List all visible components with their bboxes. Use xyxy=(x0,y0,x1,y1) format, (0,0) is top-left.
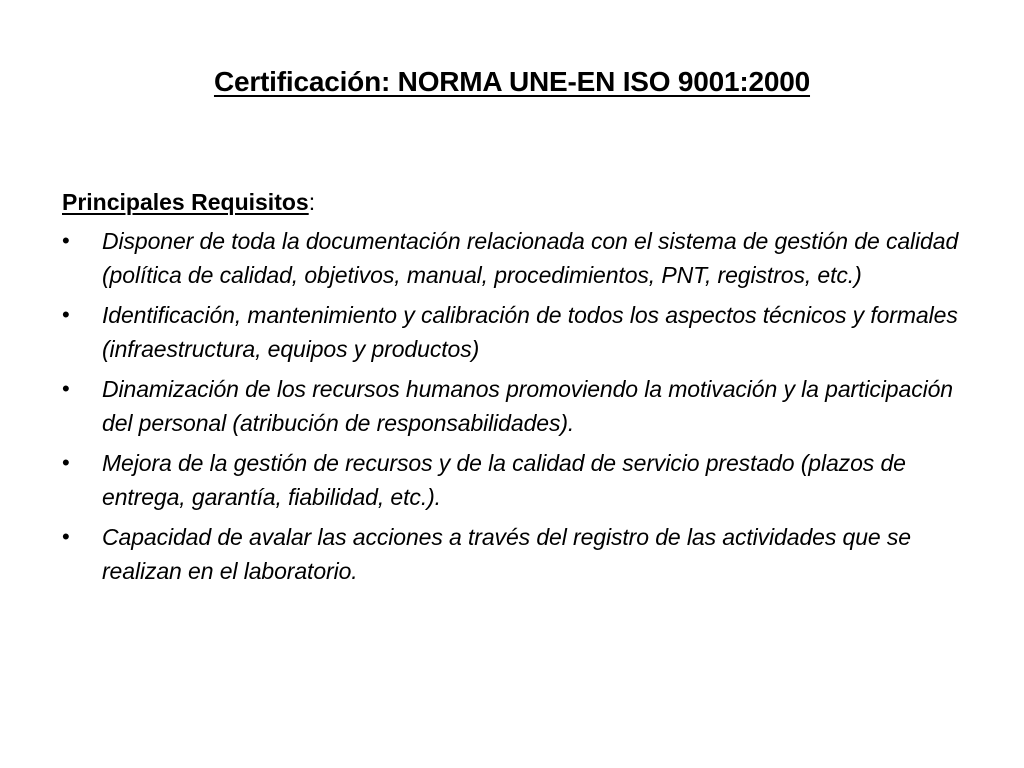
list-item xyxy=(62,520,962,588)
bullet-icon: • xyxy=(62,302,70,327)
section-heading xyxy=(62,186,315,218)
bullet-icon: • xyxy=(62,524,70,549)
bullet-icon: • xyxy=(62,228,70,253)
list-item xyxy=(62,372,962,440)
list-item-text: Disponer de toda la documentación relacionada con el sistema de gestión de calidad (política de calidad, objetivos, manual, procedimientos, PNT, registros, etc.) xyxy=(102,228,959,288)
list-item xyxy=(62,224,962,292)
list-item xyxy=(62,446,962,514)
bullet-icon: • xyxy=(62,450,70,475)
list-item-text: Dinamización de los recursos humanos promoviendo la motivación y la participación del personal (atribución de responsabilidades). xyxy=(102,376,953,436)
requirements-list xyxy=(62,224,962,594)
list-item xyxy=(62,298,962,366)
section-heading-label: Principales Requisitos xyxy=(62,189,309,215)
section-heading-colon: : xyxy=(308,189,316,215)
list-item-text: Identificación, mantenimiento y calibración de todos los aspectos técnicos y formales (infraestructura, equipos y productos) xyxy=(102,302,958,362)
list-item-text: Capacidad de avalar las acciones a través del registro de las actividades que se realizan en el laboratorio. xyxy=(102,524,911,584)
list-item-text: Mejora de la gestión de recursos y de la calidad de servicio prestado (plazos de entrega, garantía, fiabilidad, etc.). xyxy=(102,450,906,510)
slide-title: Certificación: NORMA UNE-EN ISO 9001:2000 xyxy=(213,66,811,97)
bullet-icon: • xyxy=(62,376,70,401)
